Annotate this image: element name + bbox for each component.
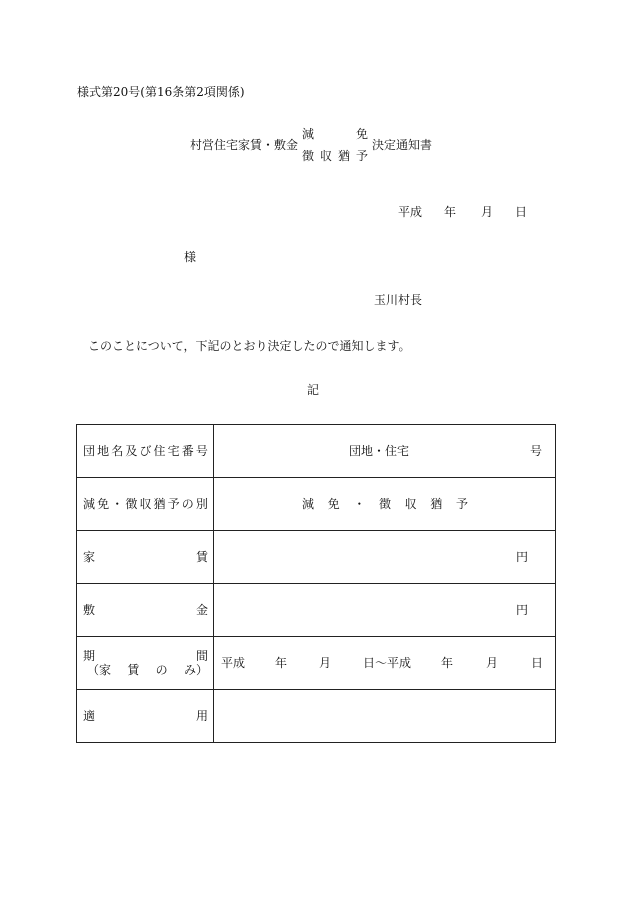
label-rent bbox=[83, 550, 208, 564]
title-suffix: 決定通知書 bbox=[372, 138, 433, 152]
title-lower-4: 予 bbox=[355, 149, 368, 163]
label-char: 用 bbox=[195, 709, 208, 723]
label-period-top bbox=[83, 649, 208, 663]
label-char: 敷 bbox=[83, 603, 96, 617]
label-char: 期 bbox=[83, 649, 96, 663]
label-type-cell bbox=[77, 478, 214, 531]
label-char: （家 bbox=[87, 663, 112, 677]
type-char: 減 bbox=[302, 497, 315, 511]
label-char: の bbox=[181, 497, 194, 511]
value-deposit-cell bbox=[214, 584, 556, 637]
value-period-cell bbox=[214, 637, 556, 690]
date-day: 日 bbox=[515, 205, 528, 219]
label-char: 間 bbox=[195, 649, 208, 663]
label-char: 徴 bbox=[125, 497, 138, 511]
title-upper bbox=[302, 127, 368, 141]
row-type bbox=[77, 478, 556, 531]
label-char: び bbox=[139, 444, 152, 458]
details-table bbox=[76, 424, 556, 743]
label-char: 及 bbox=[125, 444, 138, 458]
label-char: ・ bbox=[111, 497, 124, 511]
label-type bbox=[83, 497, 208, 511]
label-char: 適 bbox=[83, 709, 96, 723]
label-char: 賃 bbox=[127, 663, 140, 677]
period-era1: 平成 bbox=[221, 656, 246, 670]
body-text: このことについて，下記のとおり決定したので通知します。 bbox=[88, 339, 411, 353]
type-char: 収 bbox=[404, 497, 417, 511]
date-month: 月 bbox=[481, 205, 494, 219]
unit-yen-deposit: 円 bbox=[516, 603, 529, 617]
label-char: 号 bbox=[195, 444, 208, 458]
row-estate bbox=[77, 425, 556, 478]
recipient-suffix: 様 bbox=[184, 250, 197, 264]
label-estate bbox=[83, 444, 208, 458]
title-lower-2: 収 bbox=[319, 149, 332, 163]
title-upper-men: 免 bbox=[355, 127, 368, 141]
period-day1-tilde: 日〜平成 bbox=[363, 656, 412, 670]
row-deposit bbox=[77, 584, 556, 637]
value-rent-cell bbox=[214, 531, 556, 584]
unit-go: 号 bbox=[530, 444, 543, 458]
date-era: 平成 bbox=[398, 205, 423, 219]
label-char: の bbox=[155, 663, 168, 677]
title-prefix: 村営住宅家賃・敷金 bbox=[190, 138, 299, 152]
value-application-cell bbox=[214, 690, 556, 743]
type-char: 徴 bbox=[378, 497, 391, 511]
label-char: 別 bbox=[195, 497, 208, 511]
label-char: 猶 bbox=[153, 497, 166, 511]
label-char: 収 bbox=[139, 497, 152, 511]
label-char: 地 bbox=[97, 444, 110, 458]
title-upper-gen: 減 bbox=[302, 127, 315, 141]
label-period bbox=[83, 649, 208, 677]
label-char: 家 bbox=[83, 550, 96, 564]
type-char: ・ bbox=[353, 497, 366, 511]
period-year1: 年 bbox=[275, 656, 288, 670]
type-char: 免 bbox=[327, 497, 340, 511]
value-estate: 団地・住宅 bbox=[349, 444, 410, 458]
issuer: 玉川村長 bbox=[374, 293, 423, 307]
label-char: 団 bbox=[83, 444, 96, 458]
ki-heading: 記 bbox=[307, 383, 320, 397]
label-period-cell bbox=[77, 637, 214, 690]
label-char: 宅 bbox=[167, 444, 180, 458]
label-application bbox=[83, 709, 208, 723]
type-char: 予 bbox=[455, 497, 468, 511]
row-rent bbox=[77, 531, 556, 584]
title-lower-1: 徴 bbox=[302, 149, 315, 163]
label-char: 免 bbox=[97, 497, 110, 511]
label-char: 減 bbox=[83, 497, 96, 511]
label-deposit-cell bbox=[77, 584, 214, 637]
unit-yen-rent: 円 bbox=[516, 550, 529, 564]
label-char: み） bbox=[183, 663, 208, 677]
label-period-bottom bbox=[83, 663, 208, 677]
form-number: 様式第20号(第16条第2項関係) bbox=[77, 85, 245, 99]
date-year: 年 bbox=[444, 205, 457, 219]
label-application-cell bbox=[77, 690, 214, 743]
period-month2: 月 bbox=[486, 656, 499, 670]
label-char: 金 bbox=[195, 603, 208, 617]
row-application bbox=[77, 690, 556, 743]
title-lower bbox=[302, 149, 368, 163]
label-char: 住 bbox=[153, 444, 166, 458]
period-day2: 日 bbox=[531, 656, 544, 670]
value-estate-cell bbox=[214, 425, 556, 478]
period-month1: 月 bbox=[319, 656, 332, 670]
title-lower-3: 猶 bbox=[337, 149, 350, 163]
type-char: 猶 bbox=[430, 497, 443, 511]
label-estate-cell bbox=[77, 425, 214, 478]
label-rent-cell bbox=[77, 531, 214, 584]
label-char: 名 bbox=[111, 444, 124, 458]
period-year2: 年 bbox=[441, 656, 454, 670]
label-char: 番 bbox=[181, 444, 194, 458]
value-type-cell bbox=[214, 478, 556, 531]
row-period bbox=[77, 637, 556, 690]
label-deposit bbox=[83, 603, 208, 617]
label-char: 賃 bbox=[195, 550, 208, 564]
value-type bbox=[302, 497, 468, 511]
label-char: 予 bbox=[167, 497, 180, 511]
